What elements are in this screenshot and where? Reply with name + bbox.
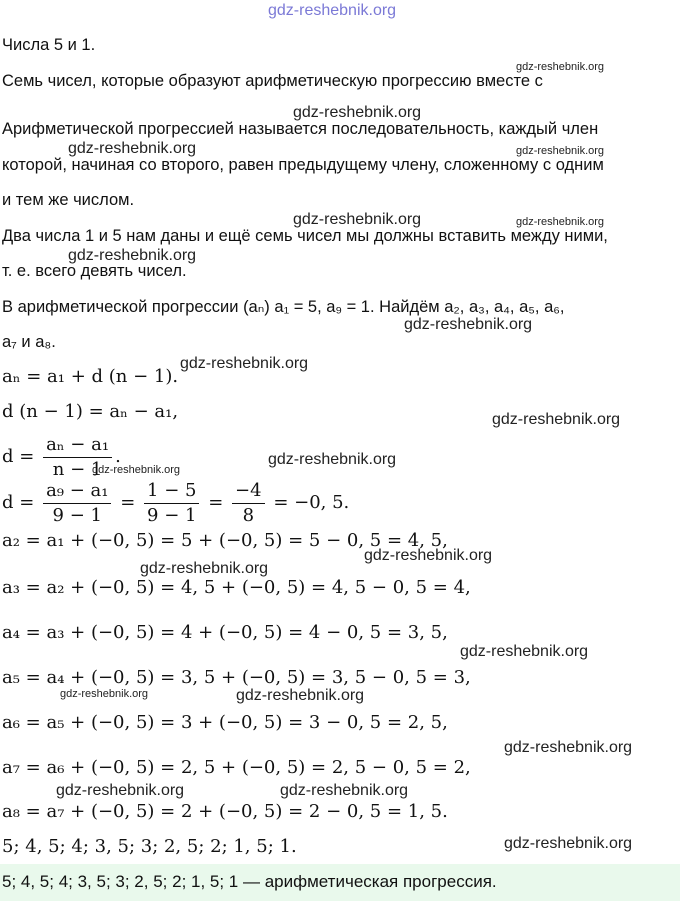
text-line-task: Семь чисел, которые образуют арифметическую прогрессию вместе с: [2, 72, 543, 90]
formula-tail: = −0, 5.: [273, 492, 350, 513]
watermark: gdz-reshebnik.org: [460, 643, 589, 660]
watermark: gdz-reshebnik.org: [516, 216, 605, 228]
watermark: gdz-reshebnik.org: [68, 140, 197, 157]
fraction-numerator: 1 − 5: [144, 479, 199, 504]
watermark: gdz-reshebnik.org: [516, 61, 605, 73]
formula-d-value: [2, 478, 349, 528]
watermark: gdz-reshebnik.org: [404, 316, 533, 333]
fraction: [144, 479, 199, 528]
formula-d-general: [2, 432, 121, 482]
watermark: gdz-reshebnik.org: [180, 355, 309, 372]
fraction-denominator: n − 1: [52, 458, 103, 480]
formula-a8: a₈ = a₇ + (−0, 5) = 2 + (−0, 5) = 2 − 0, 5 = 1, 5.: [2, 801, 448, 822]
watermark: gdz-reshebnik.org: [68, 247, 197, 264]
formula-sequence: 5; 4, 5; 4; 3, 5; 3; 2, 5; 2; 1, 5; 1.: [2, 836, 297, 857]
text-line-definition-1: Арифметической прогрессией называется последовательность, каждый член: [2, 120, 599, 138]
fraction-numerator: a₉ − a₁: [43, 479, 111, 504]
fraction: [43, 479, 111, 528]
watermark: gdz-reshebnik.org: [504, 835, 633, 852]
watermark: gdz-reshebnik.org: [268, 451, 397, 468]
watermark: gdz-reshebnik.org: [293, 211, 422, 228]
text-line-numbers: Числа 5 и 1.: [2, 36, 96, 54]
formula-a7: a₇ = a₆ + (−0, 5) = 2, 5 + (−0, 5) = 2, 5 − 0, 5 = 2,: [2, 757, 471, 778]
formula-d-times: d (n − 1) = aₙ − a₁,: [2, 401, 179, 422]
watermark-top: gdz-reshebnik.org: [268, 2, 397, 19]
watermark: gdz-reshebnik.org: [293, 104, 422, 121]
formula-a4: a₄ = a₃ + (−0, 5) = 4 + (−0, 5) = 4 − 0, 5 = 3, 5,: [2, 622, 448, 643]
watermark: gdz-reshebnik.org: [56, 782, 185, 799]
watermark: gdz-reshebnik.org: [60, 688, 149, 700]
watermark: gdz-reshebnik.org: [92, 464, 181, 476]
formula-a5: a₅ = a₄ + (−0, 5) = 3, 5 + (−0, 5) = 3, 5 − 0, 5 = 3,: [2, 667, 471, 688]
text-line-progression-2: a₇ и a₈.: [2, 333, 56, 351]
watermark: gdz-reshebnik.org: [236, 687, 365, 704]
text-line-definition-2: которой, начиная со второго, равен предыдущему члену, сложенному с одним: [2, 156, 604, 174]
formula-a6: a₆ = a₅ + (−0, 5) = 3 + (−0, 5) = 3 − 0, 5 = 2, 5,: [2, 712, 448, 733]
watermark: gdz-reshebnik.org: [140, 560, 269, 577]
formula-a2: a₂ = a₁ + (−0, 5) = 5 + (−0, 5) = 5 − 0, 5 = 4, 5,: [2, 530, 448, 551]
watermark: gdz-reshebnik.org: [280, 782, 409, 799]
formula-tail: .: [115, 446, 121, 467]
formula-lhs: d =: [2, 446, 35, 467]
formula-a3: a₃ = a₂ + (−0, 5) = 4, 5 + (−0, 5) = 4, 5 − 0, 5 = 4,: [2, 577, 471, 598]
answer-text: 5; 4, 5; 4; 3, 5; 3; 2, 5; 2; 1, 5; 1 — арифметическая прогрессия.: [2, 872, 497, 891]
watermark: gdz-reshebnik.org: [492, 411, 621, 428]
formula-lhs: d =: [2, 492, 35, 513]
answer-box: [0, 864, 680, 901]
formula-general-term: aₙ = a₁ + d (n − 1).: [2, 366, 179, 387]
equals-sign: =: [120, 492, 136, 513]
fraction-numerator: −4: [232, 479, 265, 504]
watermark: gdz-reshebnik.org: [516, 145, 605, 157]
fraction-denominator: 9 − 1: [52, 504, 102, 526]
fraction-denominator: 8: [242, 504, 255, 526]
text-line-given-1: Два числа 1 и 5 нам даны и ещё семь чисел мы должны вставить между ними,: [2, 227, 608, 245]
watermark: gdz-reshebnik.org: [364, 547, 493, 564]
watermark: gdz-reshebnik.org: [504, 739, 633, 756]
fraction: [232, 479, 265, 528]
text-line-given-2: т. е. всего девять чисел.: [2, 262, 187, 280]
equals-sign: =: [208, 492, 224, 513]
text-line-definition-3: и тем же числом.: [2, 191, 135, 209]
fraction-denominator: 9 − 1: [147, 504, 197, 526]
fraction: [43, 433, 112, 482]
text-line-progression-1: В арифметической прогрессии (aₙ) a₁ = 5, a₉ = 1. Найдём a₂, a₃, a₄, a₅, a₆,: [2, 298, 565, 316]
fraction-numerator: aₙ − a₁: [43, 433, 112, 458]
